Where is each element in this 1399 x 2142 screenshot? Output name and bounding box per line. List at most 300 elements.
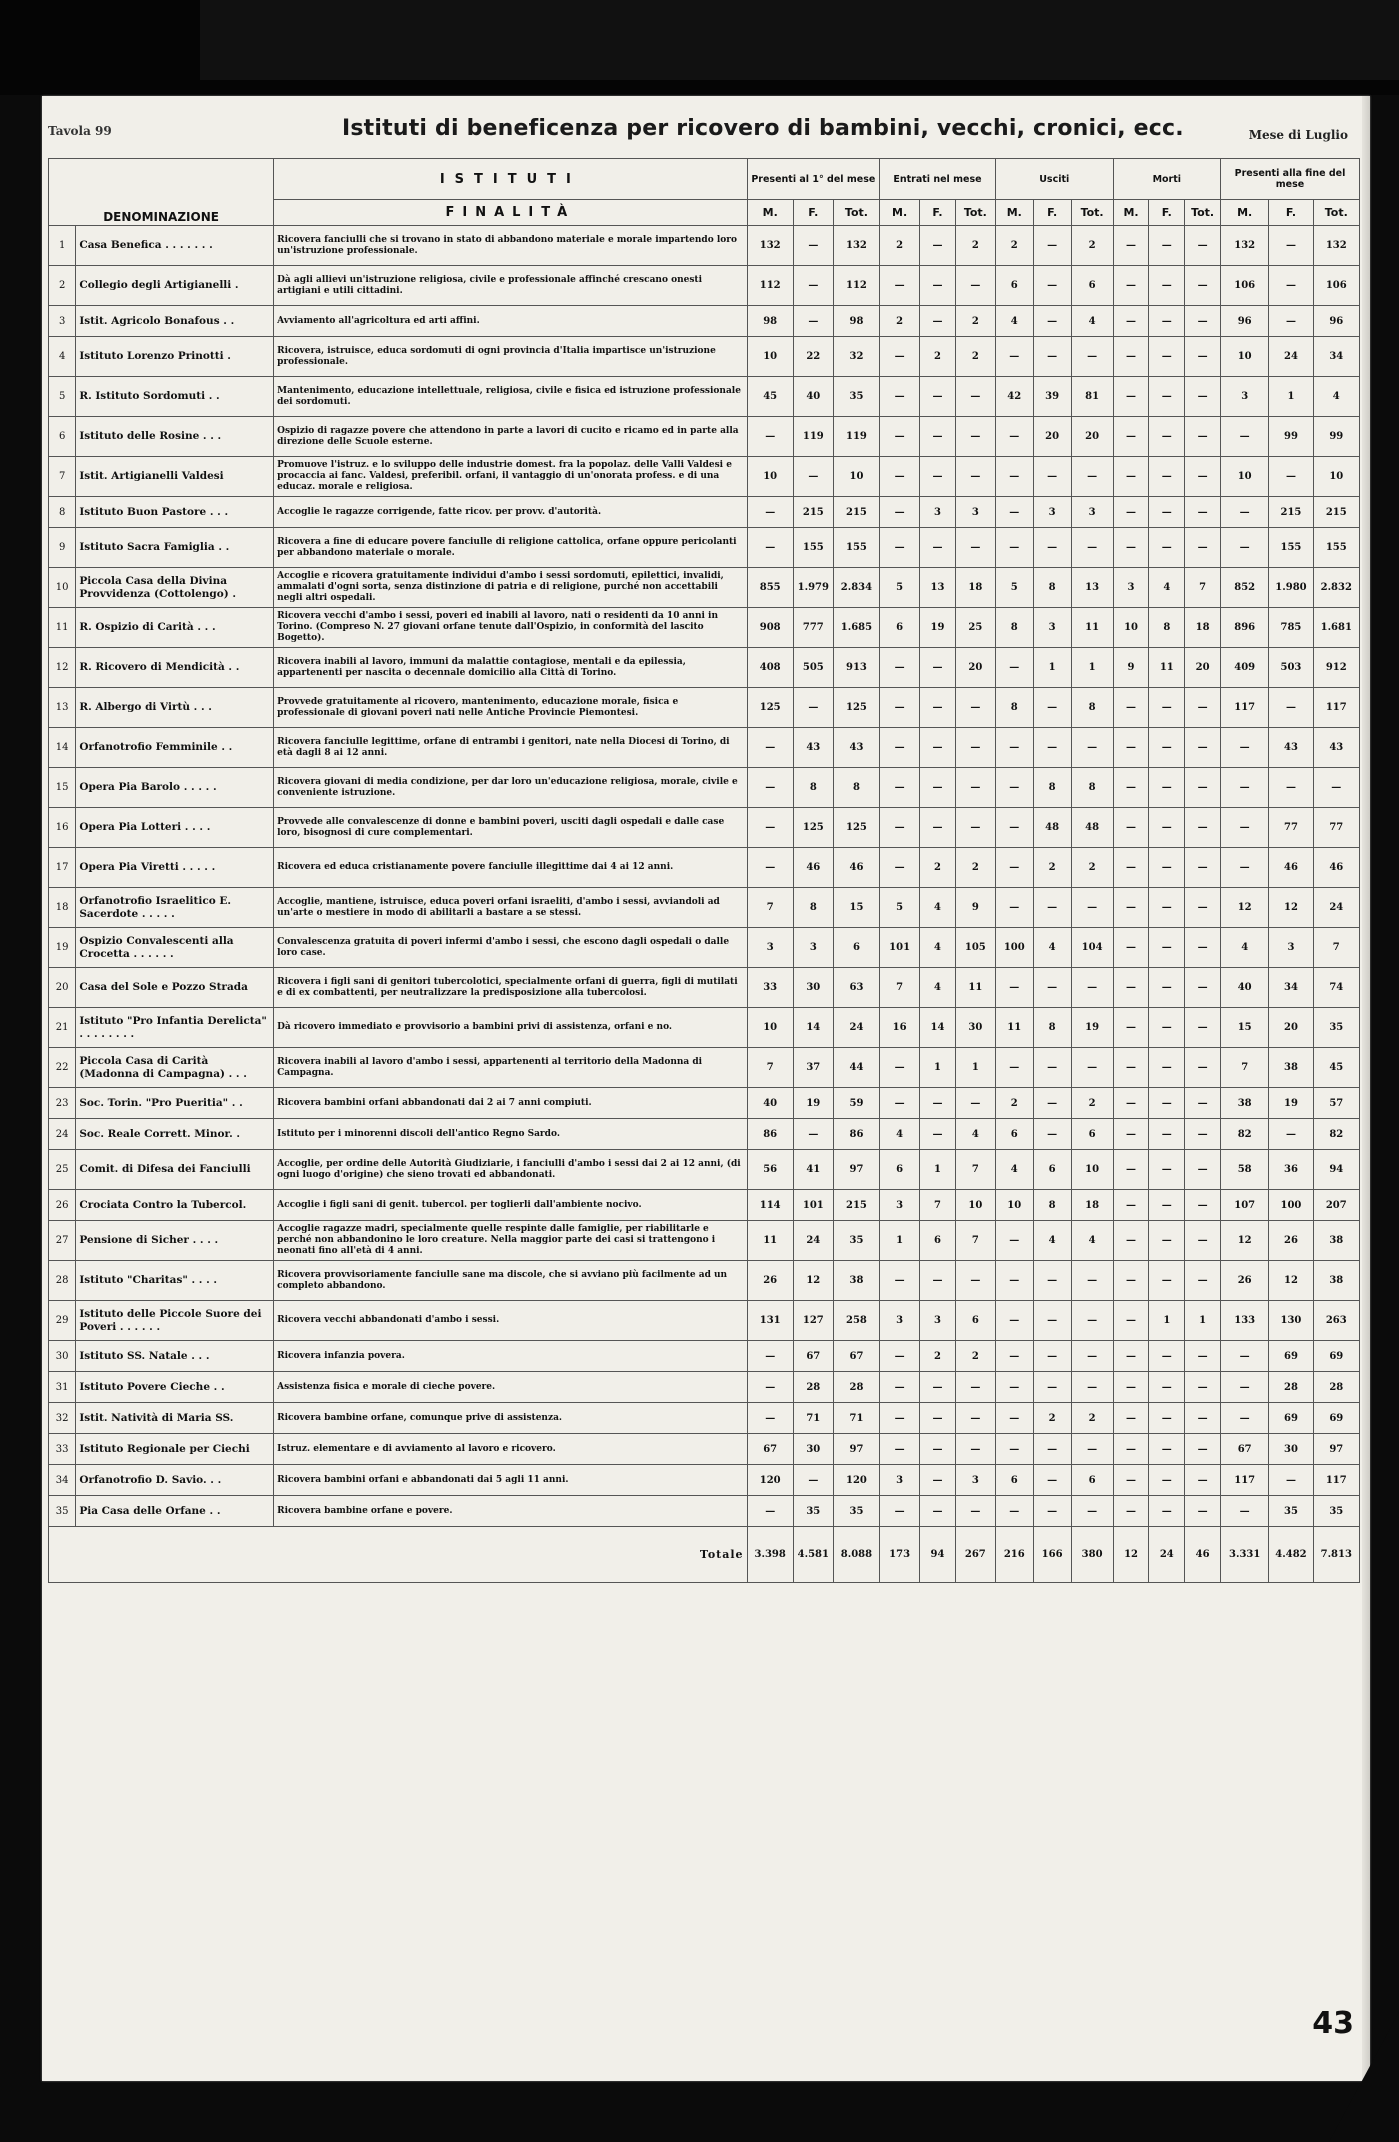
table-row: [49, 1261, 1360, 1301]
institute-purpose: Ricovera giovani di media condizione, per dar loro un'educazione religiosa, morale, civile e conveniente istruzione.: [274, 768, 747, 808]
header-m: M.: [1220, 200, 1268, 226]
count-cell: 8: [1033, 1190, 1071, 1221]
table-row: [49, 568, 1360, 608]
row-number: 35: [49, 1496, 76, 1527]
header-istituti: ISTITUTI: [274, 159, 747, 200]
count-cell: 785: [1269, 608, 1313, 648]
institute-name: Istituto Povere Cieche . .: [76, 1372, 274, 1403]
count-cell: 10: [747, 457, 793, 497]
count-cell: —: [1185, 377, 1221, 417]
count-cell: 2: [920, 1341, 956, 1372]
count-cell: —: [955, 728, 995, 768]
count-cell: —: [1185, 968, 1221, 1008]
institute-purpose: Ricovera bambine orfane, comunque prive di assistenza.: [274, 1403, 747, 1434]
count-cell: 46: [793, 848, 833, 888]
institute-name: Casa del Sole e Pozzo Strada: [76, 968, 274, 1008]
count-cell: 1: [920, 1150, 956, 1190]
count-cell: 38: [1313, 1221, 1359, 1261]
institute-purpose: Provvede alle convalescenze di donne e bambini poveri, usciti dagli ospedali e dalle case loro, bisognosi di cure complementari.: [274, 808, 747, 848]
count-cell: 35: [1269, 1496, 1313, 1527]
table-row: [49, 1496, 1360, 1527]
count-cell: 132: [1313, 226, 1359, 266]
count-cell: —: [1185, 808, 1221, 848]
count-cell: 32: [833, 337, 879, 377]
count-cell: —: [747, 1341, 793, 1372]
count-cell: 6: [1071, 266, 1113, 306]
count-cell: —: [1113, 1190, 1149, 1221]
count-cell: —: [1313, 768, 1359, 808]
count-cell: —: [880, 337, 920, 377]
header-f: F.: [1269, 200, 1313, 226]
count-cell: 2: [1071, 226, 1113, 266]
count-cell: 12: [1269, 1261, 1313, 1301]
table-row: [49, 808, 1360, 848]
count-cell: —: [1185, 1150, 1221, 1190]
count-cell: 130: [1269, 1301, 1313, 1341]
institute-purpose: Ricovera bambini orfani e abbandonati dai 5 agli 11 anni.: [274, 1465, 747, 1496]
institute-purpose: Mantenimento, educazione intellettuale, religiosa, civile e fisica ed istruzione professionale dei sordomuti.: [274, 377, 747, 417]
institute-name: Pia Casa delle Orfane . .: [76, 1496, 274, 1527]
institute-purpose: Promuove l'istruz. e lo sviluppo delle industrie domest. fra la popolaz. delle Valli Valdesi e procaccia ai fanc. Valdesi, preferibil. orfani, il vantaggio di un'onorata profess. e di una educaz. morale e religiosa.: [274, 457, 747, 497]
institute-name: Comit. di Difesa dei Fanciulli: [76, 1150, 274, 1190]
count-cell: —: [1033, 1261, 1071, 1301]
count-cell: —: [1113, 928, 1149, 968]
count-cell: 132: [1220, 226, 1268, 266]
count-cell: 28: [1313, 1372, 1359, 1403]
count-cell: 58: [1220, 1150, 1268, 1190]
count-cell: —: [880, 1261, 920, 1301]
header-tot: Tot.: [1185, 200, 1221, 226]
table-row: [49, 1048, 1360, 1088]
count-cell: —: [1149, 1190, 1185, 1221]
count-cell: 12: [1269, 888, 1313, 928]
row-number: 9: [49, 528, 76, 568]
count-cell: 6: [880, 1150, 920, 1190]
count-cell: 1: [1269, 377, 1313, 417]
count-cell: —: [1149, 1372, 1185, 1403]
count-cell: 5: [995, 568, 1033, 608]
institute-name: Piccola Casa di Carità (Madonna di Campagna) . . .: [76, 1048, 274, 1088]
count-cell: 155: [833, 528, 879, 568]
count-cell: 20: [1185, 648, 1221, 688]
row-number: 17: [49, 848, 76, 888]
count-cell: 2: [955, 226, 995, 266]
institute-purpose: Accoglie, per ordine delle Autorità Giudiziarie, i fanciulli d'ambo i sessi dai 2 ai 12 anni, (di ogni luogo d'origine) che sieno trovati ed abbandonati.: [274, 1150, 747, 1190]
count-cell: —: [1113, 888, 1149, 928]
count-cell: —: [1269, 226, 1313, 266]
count-cell: —: [1113, 1465, 1149, 1496]
count-cell: —: [1220, 1341, 1268, 1372]
count-cell: —: [1113, 1261, 1149, 1301]
count-cell: 6: [995, 1465, 1033, 1496]
count-cell: 117: [1313, 1465, 1359, 1496]
count-cell: —: [1149, 1465, 1185, 1496]
institute-name: Casa Benefica . . . . . . .: [76, 226, 274, 266]
count-cell: —: [1149, 377, 1185, 417]
institute-purpose: Provvede gratuitamente al ricovero, mantenimento, educazione morale, fisica e professionale di giovani poveri nati nelle Antiche Provincie Piemontesi.: [274, 688, 747, 728]
count-cell: 40: [1220, 968, 1268, 1008]
count-cell: —: [1033, 688, 1071, 728]
count-cell: —: [1269, 306, 1313, 337]
institute-purpose: Ricovera provvisoriamente fanciulle sane ma discole, che si avviano più facilmente ad un completo abbandono.: [274, 1261, 747, 1301]
count-cell: —: [747, 768, 793, 808]
count-cell: 40: [793, 377, 833, 417]
count-cell: 97: [833, 1150, 879, 1190]
count-cell: 99: [1269, 417, 1313, 457]
row-number: 24: [49, 1119, 76, 1150]
count-cell: —: [1185, 266, 1221, 306]
total-cell: 4.482: [1269, 1527, 1313, 1583]
header-f: F.: [793, 200, 833, 226]
count-cell: 101: [793, 1190, 833, 1221]
count-cell: —: [1071, 888, 1113, 928]
count-cell: 2: [955, 848, 995, 888]
institute-name: Ospizio Convalescenti alla Crocetta . . . . . .: [76, 928, 274, 968]
count-cell: —: [995, 728, 1033, 768]
institute-purpose: Ricovera fanciulli che si trovano in stato di abbandono materiale e morale impartendo loro un'istruzione professionale.: [274, 226, 747, 266]
count-cell: 86: [833, 1119, 879, 1150]
count-cell: 40: [747, 1088, 793, 1119]
count-cell: —: [1149, 306, 1185, 337]
count-cell: —: [995, 1341, 1033, 1372]
count-cell: —: [1220, 528, 1268, 568]
count-cell: 9: [955, 888, 995, 928]
count-cell: 215: [1269, 497, 1313, 528]
row-number: 31: [49, 1372, 76, 1403]
count-cell: —: [955, 377, 995, 417]
count-cell: 12: [1220, 1221, 1268, 1261]
count-cell: 100: [1269, 1190, 1313, 1221]
count-cell: —: [1185, 1434, 1221, 1465]
count-cell: —: [1185, 1496, 1221, 1527]
count-cell: 503: [1269, 648, 1313, 688]
count-cell: —: [1149, 1341, 1185, 1372]
count-cell: —: [920, 808, 956, 848]
count-cell: 99: [1313, 417, 1359, 457]
count-cell: —: [1149, 1088, 1185, 1119]
count-cell: —: [880, 1341, 920, 1372]
count-cell: —: [793, 1465, 833, 1496]
header-f: F.: [1149, 200, 1185, 226]
count-cell: —: [1269, 688, 1313, 728]
count-cell: 2: [1033, 848, 1071, 888]
count-cell: —: [920, 768, 956, 808]
institute-purpose: Ricovera ed educa cristianamente povere fanciulle illegittime dai 4 ai 12 anni.: [274, 848, 747, 888]
count-cell: —: [1149, 337, 1185, 377]
table-row: [49, 728, 1360, 768]
count-cell: —: [880, 1434, 920, 1465]
header-m: M.: [880, 200, 920, 226]
count-cell: —: [747, 1372, 793, 1403]
count-cell: 4: [1313, 377, 1359, 417]
count-cell: —: [955, 1434, 995, 1465]
institute-name: Istituto "Pro Infantia Derelicta" . . . . . . . .: [76, 1008, 274, 1048]
count-cell: 10: [1220, 457, 1268, 497]
count-cell: 14: [793, 1008, 833, 1048]
institute-name: Orfanotrofio D. Savio. . .: [76, 1465, 274, 1496]
count-cell: 41: [793, 1150, 833, 1190]
count-cell: —: [920, 728, 956, 768]
count-cell: —: [995, 337, 1033, 377]
institute-purpose: Ricovera, istruisce, educa sordomuti di ogni provincia d'Italia impartisce un'istruzione professionale.: [274, 337, 747, 377]
totals-row: [49, 1527, 1360, 1583]
count-cell: —: [1149, 1119, 1185, 1150]
count-cell: 2: [920, 848, 956, 888]
header-tot: Tot.: [833, 200, 879, 226]
count-cell: 215: [1313, 497, 1359, 528]
total-cell: 3.398: [747, 1527, 793, 1583]
count-cell: —: [880, 457, 920, 497]
count-cell: 3: [1113, 568, 1149, 608]
count-cell: —: [1033, 457, 1071, 497]
table-row: [49, 1190, 1360, 1221]
count-cell: 69: [1313, 1403, 1359, 1434]
count-cell: —: [955, 417, 995, 457]
count-cell: 2.832: [1313, 568, 1359, 608]
count-cell: —: [747, 728, 793, 768]
count-cell: —: [1033, 337, 1071, 377]
count-cell: 69: [1313, 1341, 1359, 1372]
count-cell: —: [1071, 968, 1113, 1008]
count-cell: —: [995, 1048, 1033, 1088]
count-cell: 6: [1071, 1119, 1113, 1150]
row-number: 22: [49, 1048, 76, 1088]
count-cell: 10: [1220, 337, 1268, 377]
row-number: 20: [49, 968, 76, 1008]
count-cell: —: [1149, 226, 1185, 266]
count-cell: —: [995, 497, 1033, 528]
count-cell: 10: [995, 1190, 1033, 1221]
count-cell: —: [880, 497, 920, 528]
count-cell: —: [1071, 457, 1113, 497]
count-cell: 777: [793, 608, 833, 648]
count-cell: 19: [1071, 1008, 1113, 1048]
count-cell: —: [1185, 337, 1221, 377]
count-cell: 155: [1269, 528, 1313, 568]
count-cell: 25: [955, 608, 995, 648]
institute-name: R. Istituto Sordomuti . .: [76, 377, 274, 417]
row-number: 14: [49, 728, 76, 768]
row-number: 3: [49, 306, 76, 337]
count-cell: —: [1185, 1261, 1221, 1301]
count-cell: 505: [793, 648, 833, 688]
table-row: [49, 928, 1360, 968]
table-row: [49, 1465, 1360, 1496]
count-cell: —: [880, 1403, 920, 1434]
count-cell: 37: [793, 1048, 833, 1088]
count-cell: 3: [920, 497, 956, 528]
count-cell: 10: [1313, 457, 1359, 497]
institute-purpose: Accoglie, mantiene, istruisce, educa poveri orfani israeliti, d'ambo i sessi, avviandoli ad un'arte o mestiere in modo di abilitarli a bastare a se stessi.: [274, 888, 747, 928]
count-cell: —: [1149, 928, 1185, 968]
count-cell: 7: [1313, 928, 1359, 968]
count-cell: —: [1113, 1048, 1149, 1088]
header-m: M.: [747, 200, 793, 226]
institute-name: Istit. Natività di Maria SS.: [76, 1403, 274, 1434]
count-cell: 3: [1269, 928, 1313, 968]
count-cell: —: [1149, 417, 1185, 457]
count-cell: 6: [995, 266, 1033, 306]
table-row: [49, 968, 1360, 1008]
row-number: 15: [49, 768, 76, 808]
count-cell: 155: [793, 528, 833, 568]
count-cell: —: [1269, 457, 1313, 497]
count-cell: —: [1185, 888, 1221, 928]
count-cell: —: [1071, 728, 1113, 768]
header-f: F.: [920, 200, 956, 226]
count-cell: 46: [1313, 848, 1359, 888]
count-cell: —: [880, 528, 920, 568]
institute-name: Crociata Contro la Tubercol.: [76, 1190, 274, 1221]
count-cell: —: [920, 648, 956, 688]
scan-border-top: [0, 0, 1399, 95]
institute-name: R. Ricovero di Mendicità . .: [76, 648, 274, 688]
institute-name: R. Ospizio di Carità . . .: [76, 608, 274, 648]
count-cell: 107: [1220, 1190, 1268, 1221]
count-cell: 101: [880, 928, 920, 968]
count-cell: 114: [747, 1190, 793, 1221]
count-cell: —: [1113, 417, 1149, 457]
count-cell: 20: [1269, 1008, 1313, 1048]
count-cell: 3: [955, 1465, 995, 1496]
row-number: 4: [49, 337, 76, 377]
header-f: F.: [1033, 200, 1071, 226]
scan-border-inner: [200, 0, 1399, 80]
table-row: [49, 226, 1360, 266]
count-cell: —: [1185, 848, 1221, 888]
header-morti: Morti: [1113, 159, 1220, 200]
row-number: 11: [49, 608, 76, 648]
table-row: [49, 1301, 1360, 1341]
count-cell: —: [920, 1465, 956, 1496]
institute-name: Istituto delle Piccole Suore dei Poveri . . . . . .: [76, 1301, 274, 1341]
count-cell: —: [880, 648, 920, 688]
count-cell: —: [880, 1372, 920, 1403]
institute-name: Istituto Buon Pastore . . .: [76, 497, 274, 528]
totals-label: Totale: [49, 1527, 748, 1583]
institute-name: Istituto Regionale per Ciechi: [76, 1434, 274, 1465]
count-cell: 81: [1071, 377, 1113, 417]
count-cell: —: [1269, 1119, 1313, 1150]
total-cell: 267: [955, 1527, 995, 1583]
count-cell: —: [1113, 226, 1149, 266]
count-cell: 912: [1313, 648, 1359, 688]
table-row: [49, 528, 1360, 568]
count-cell: —: [747, 528, 793, 568]
institute-purpose: Convalescenza gratuita di poveri infermi d'ambo i sessi, che escono dagli ospedali o dalle loro case.: [274, 928, 747, 968]
count-cell: —: [1113, 1434, 1149, 1465]
count-cell: 11: [1149, 648, 1185, 688]
count-cell: 24: [833, 1008, 879, 1048]
count-cell: —: [1033, 888, 1071, 928]
institute-name: Collegio degli Artigianelli .: [76, 266, 274, 306]
header-tot: Tot.: [1313, 200, 1359, 226]
count-cell: 125: [833, 808, 879, 848]
count-cell: 56: [747, 1150, 793, 1190]
count-cell: 35: [1313, 1496, 1359, 1527]
count-cell: 30: [793, 1434, 833, 1465]
count-cell: 5: [880, 568, 920, 608]
count-cell: 3: [955, 497, 995, 528]
count-cell: —: [1149, 808, 1185, 848]
count-cell: —: [995, 848, 1033, 888]
count-cell: —: [955, 1372, 995, 1403]
count-cell: —: [1220, 808, 1268, 848]
row-number: 25: [49, 1150, 76, 1190]
count-cell: —: [1113, 1221, 1149, 1261]
count-cell: 215: [833, 1190, 879, 1221]
total-cell: 166: [1033, 1527, 1071, 1583]
count-cell: 94: [1313, 1150, 1359, 1190]
count-cell: 215: [793, 497, 833, 528]
count-cell: —: [920, 1372, 956, 1403]
count-cell: 408: [747, 648, 793, 688]
count-cell: 38: [1313, 1261, 1359, 1301]
count-cell: —: [747, 417, 793, 457]
header-entrati: Entrati nel mese: [880, 159, 996, 200]
table-row: [49, 377, 1360, 417]
count-cell: 67: [833, 1341, 879, 1372]
count-cell: 71: [833, 1403, 879, 1434]
total-cell: 216: [995, 1527, 1033, 1583]
count-cell: —: [1185, 1088, 1221, 1119]
count-cell: 18: [1071, 1190, 1113, 1221]
count-cell: 26: [747, 1261, 793, 1301]
count-cell: 2: [880, 306, 920, 337]
count-cell: 119: [793, 417, 833, 457]
count-cell: 8: [995, 608, 1033, 648]
institute-purpose: Ricovera infanzia povera.: [274, 1341, 747, 1372]
count-cell: 11: [995, 1008, 1033, 1048]
count-cell: —: [1033, 1301, 1071, 1341]
count-cell: —: [1113, 337, 1149, 377]
count-cell: —: [1185, 728, 1221, 768]
count-cell: 106: [1313, 266, 1359, 306]
count-cell: 35: [1313, 1008, 1359, 1048]
row-number: 10: [49, 568, 76, 608]
count-cell: —: [1033, 266, 1071, 306]
count-cell: 133: [1220, 1301, 1268, 1341]
count-cell: 4: [1071, 1221, 1113, 1261]
row-number: 27: [49, 1221, 76, 1261]
institute-purpose: Ricovera bambini orfani abbandonati dai 2 ai 7 anni compiuti.: [274, 1088, 747, 1119]
institute-purpose: Dà ricovero immediato e provvisorio a bambini privi di assistenza, orfani e no.: [274, 1008, 747, 1048]
row-number: 13: [49, 688, 76, 728]
table-row: [49, 608, 1360, 648]
total-cell: 24: [1149, 1527, 1185, 1583]
count-cell: —: [1149, 1150, 1185, 1190]
count-cell: —: [1033, 728, 1071, 768]
count-cell: —: [1113, 808, 1149, 848]
count-cell: 26: [1269, 1221, 1313, 1261]
header-m: M.: [995, 200, 1033, 226]
count-cell: 12: [1220, 888, 1268, 928]
count-cell: —: [920, 266, 956, 306]
count-cell: —: [955, 808, 995, 848]
count-cell: —: [920, 528, 956, 568]
total-cell: 7.813: [1313, 1527, 1359, 1583]
count-cell: —: [1185, 1119, 1221, 1150]
count-cell: —: [1149, 1496, 1185, 1527]
count-cell: 10: [833, 457, 879, 497]
count-cell: —: [1185, 306, 1221, 337]
count-cell: 8: [1071, 768, 1113, 808]
count-cell: 7: [955, 1150, 995, 1190]
count-cell: —: [1113, 688, 1149, 728]
count-cell: —: [1185, 528, 1221, 568]
count-cell: 4: [880, 1119, 920, 1150]
count-cell: 14: [920, 1008, 956, 1048]
